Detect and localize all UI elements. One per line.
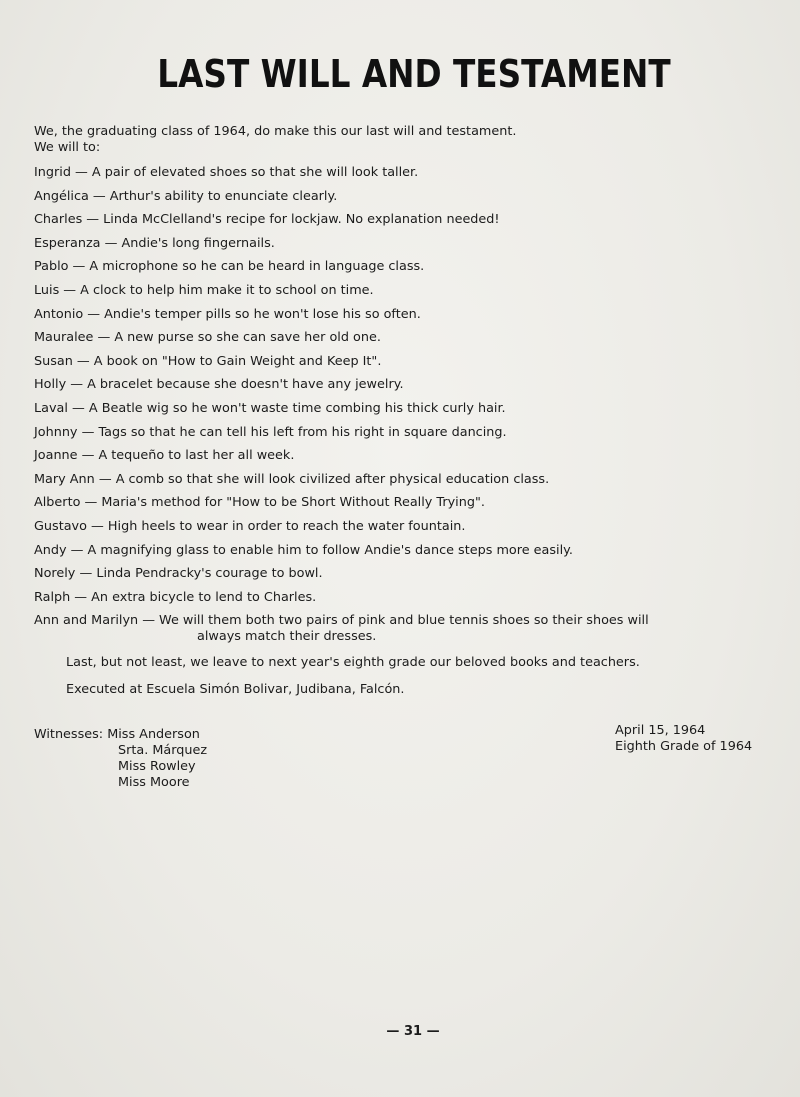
signature-date: April 15, 1964 (615, 723, 706, 738)
bequest-item: Pablo — A microphone so he can be heard in language class. (34, 259, 425, 275)
bequest-item: Johnny — Tags so that he can tell his left from his right in square dancing. (34, 424, 507, 440)
witness-row (34, 727, 207, 743)
closing-paragraph (66, 655, 786, 709)
bequest-item: Luis — A clock to help him make it to school on time. (34, 282, 374, 298)
bequest-item: Susan — A book on "How to Gain Weight and Keep It". (34, 353, 382, 369)
bequest-item: Gustavo — High heels to wear in order to reach the water fountain. (34, 518, 466, 534)
bequest-item-multiline (34, 613, 786, 645)
witness-name: Miss Anderson (107, 727, 200, 742)
bequest-item: Holly — A bracelet because she doesn't have any jewelry. (34, 377, 404, 393)
page-title: LAST WILL AND TESTAMENT (157, 52, 671, 96)
bequest-item: Esperanza — Andie's long fingernails. (34, 235, 275, 251)
signature-signer: Eighth Grade of 1964 (615, 739, 753, 754)
intro-line: We will to: (34, 140, 101, 155)
bequest-item: Norely — Linda Pendracky's courage to bowl. (34, 566, 323, 582)
bequest-continuation: always match their dresses. (197, 629, 377, 645)
bequest-item: Angélica — Arthur's ability to enunciate clearly. (34, 188, 338, 204)
bequest-item: Laval — A Beatle wig so he won't waste time combing his thick curly hair. (34, 400, 506, 416)
bequest-item: Joanne — A tequeño to last her all week. (34, 448, 295, 464)
bequest-item: Mauralee — A new purse so she can save her old one. (34, 330, 381, 346)
bequest-item: Mary Ann — A comb so that she will look civilized after physical education class. (34, 471, 550, 487)
bequest-list (34, 165, 786, 645)
witnesses-block (34, 727, 207, 791)
bequest-item: Charles — Linda McClelland's recipe for lockjaw. No explanation needed! (34, 212, 500, 228)
bequest-item: Ingrid — A pair of elevated shoes so that she will look taller. (34, 165, 419, 180)
bequest-line: Ann and Marilyn — We will them both two pairs of pink and blue tennis shoes so their shoes will (34, 613, 649, 629)
witness-name: Srta. Márquez (118, 743, 208, 758)
closing-line: Executed at Escuela Simón Bolivar, Judibana, Falcón. (66, 682, 405, 697)
witness-name: Miss Rowley (118, 759, 196, 774)
bequest-item: Alberto — Maria's method for "How to be Short Without Really Trying". (34, 495, 485, 511)
witnesses-label: Witnesses: (34, 727, 108, 742)
bequest-item: Ralph — An extra bicycle to lend to Charles. (34, 589, 317, 605)
intro-paragraph (34, 124, 774, 156)
page-number: — 31 — (386, 1024, 440, 1039)
witness-name: Miss Moore (118, 775, 190, 790)
bequest-item: Antonio — Andie's temper pills so he won't lose his so often. (34, 306, 421, 322)
signature-block (615, 723, 752, 755)
intro-line: We, the graduating class of 1964, do make this our last will and testament. (34, 124, 517, 139)
closing-line: Last, but not least, we leave to next year's eighth grade our beloved books and teachers. (66, 655, 640, 670)
bequest-item: Andy — A magnifying glass to enable him to follow Andie's dance steps more easily. (34, 542, 573, 558)
